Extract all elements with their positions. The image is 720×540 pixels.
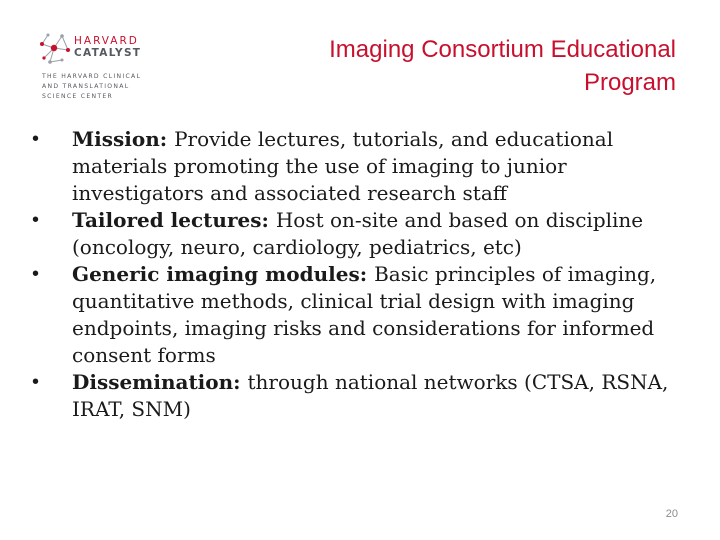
bullet-text: Host on-site and based on discipline (oncology, neuro, cardiology, pediatrics, etc): [72, 208, 644, 259]
bullet-label: Dissemination:: [72, 370, 248, 394]
bullet-icon: •: [32, 371, 40, 393]
bullet-item-mission: [32, 126, 692, 207]
bullet-label: Tailored lectures:: [72, 208, 276, 232]
bullet-list: [32, 126, 692, 423]
bullet-item-generic-imaging-modules: [32, 261, 692, 369]
logo-word-harvard: HARVARD: [74, 35, 139, 47]
logo-subtitle-line: THE HARVARD CLINICAL: [42, 73, 142, 80]
bullet-item-dissemination: [32, 369, 692, 423]
bullet-text: through national networks (CTSA, RSNA, IRAT, SNM): [72, 370, 669, 421]
page-number: 20: [665, 508, 678, 520]
network-logo-icon: [36, 32, 72, 66]
harvard-catalyst-logo: [36, 32, 156, 102]
bullet-icon: •: [32, 128, 40, 150]
bullet-label: Mission:: [72, 127, 175, 151]
logo-subtitle-line: SCIENCE CENTER: [42, 93, 114, 100]
slide-title: Imaging Consortium Educational Program: [329, 36, 676, 96]
logo-subtitle: [42, 72, 172, 102]
logo-subtitle-line: AND TRANSLATIONAL: [42, 83, 130, 90]
bullet-text: Provide lectures, tutorials, and educational materials promoting the use of imaging to junior investigators and associated research staff: [72, 127, 614, 205]
logo-word-catalyst: CATALYST: [74, 47, 142, 59]
bullet-item-tailored-lectures: [32, 207, 692, 261]
bullet-label: Generic imaging modules:: [72, 262, 375, 286]
bullet-icon: •: [32, 263, 40, 285]
bullet-text: Basic principles of imaging, quantitative methods, clinical trial design with imaging endpoints, imaging risks and considerations for informed consent forms: [72, 262, 657, 367]
bullet-icon: •: [32, 209, 40, 231]
